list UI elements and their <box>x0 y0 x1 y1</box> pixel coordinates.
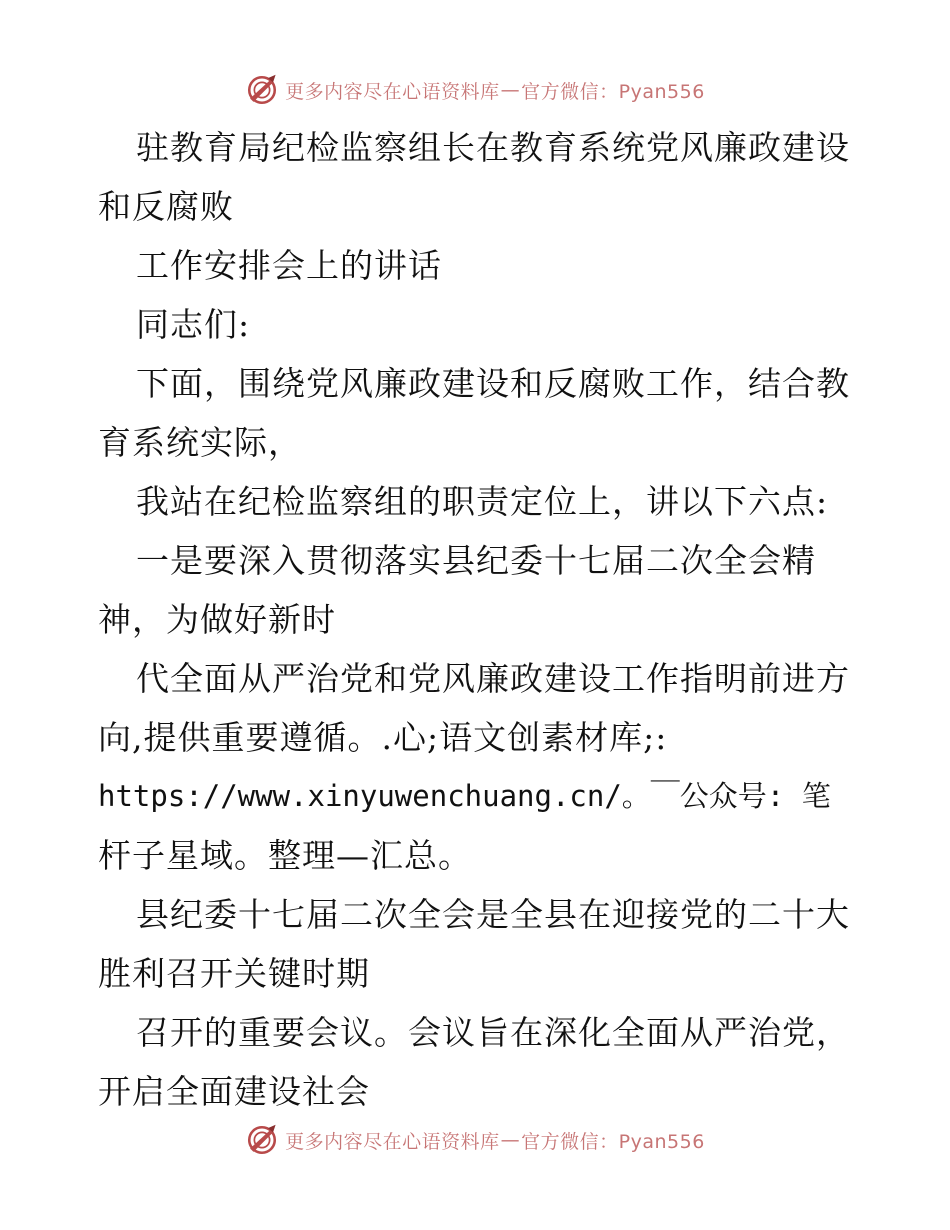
doc-line: 县纪委十七届二次全会是全县在迎接党的二十大 <box>136 895 850 934</box>
pen-in-circle-icon <box>245 1123 279 1157</box>
doc-line: 我站在纪检监察组的职责定位上，讲以下六点: <box>136 482 829 521</box>
watermark-brand-text: 更多内容尽在心语资料库 <box>285 80 500 103</box>
doc-line: 杆子星域。整理—汇总。 <box>98 836 472 875</box>
watermark-separator: — <box>500 79 521 101</box>
watermark-header <box>0 70 950 110</box>
doc-line: 向,提供重要遵循。.心;语文创素材库;: <box>98 718 668 757</box>
doc-line-url: https://www.xinyuwenchuang.cn/。￣公众号: 笔 <box>98 779 831 813</box>
watermark-wechat-text: 官方微信：Pyan556 <box>521 1130 705 1153</box>
document-body <box>98 118 858 1121</box>
doc-line: 下面，围绕党风廉政建设和反腐败工作，结合教 <box>136 364 850 403</box>
doc-line: 胜利召开关键时期 <box>98 954 370 993</box>
doc-line: 同志们: <box>136 305 251 344</box>
doc-line: 和反腐败 <box>98 187 234 226</box>
pen-in-circle-icon <box>245 73 279 107</box>
doc-line: 代全面从严治党和党风廉政建设工作指明前进方 <box>136 659 850 698</box>
doc-line: 工作安排会上的讲话 <box>136 246 442 285</box>
doc-line: 神，为做好新时 <box>98 600 336 639</box>
doc-line: 开启全面建设社会 <box>98 1072 370 1111</box>
doc-line: 驻教育局纪检监察组长在教育系统党风廉政建设 <box>136 128 850 167</box>
doc-line: 一是要深入贯彻落实县纪委十七届二次全会精 <box>136 541 816 580</box>
watermark-brand-text: 更多内容尽在心语资料库 <box>285 1130 500 1153</box>
watermark-wechat-text: 官方微信：Pyan556 <box>521 80 705 103</box>
watermark-separator: — <box>500 1129 521 1151</box>
doc-line: 育系统实际， <box>98 423 302 462</box>
watermark-footer <box>0 1120 950 1160</box>
doc-line: 召开的重要会议。会议旨在深化全面从严治党， <box>136 1013 850 1052</box>
